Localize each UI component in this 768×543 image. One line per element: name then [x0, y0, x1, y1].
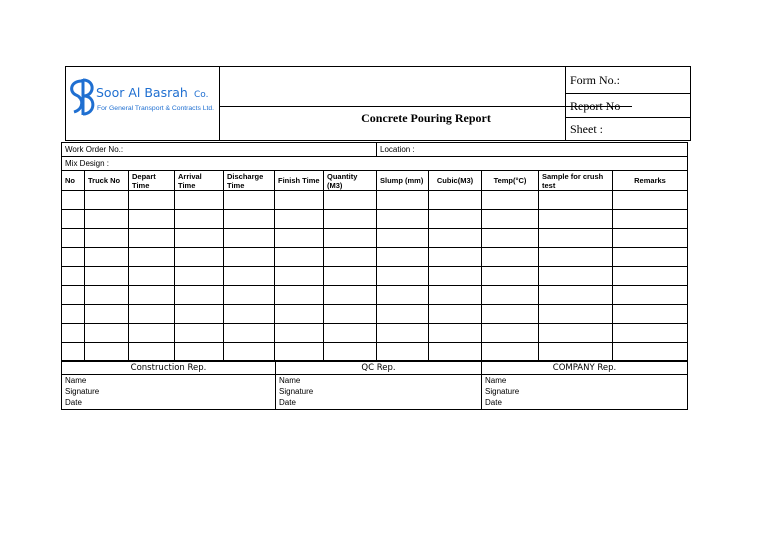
table-cell[interactable] — [275, 343, 324, 362]
table-cell[interactable] — [324, 324, 377, 343]
table-cell[interactable] — [175, 229, 224, 248]
table-row — [62, 267, 688, 286]
table-cell[interactable] — [224, 267, 275, 286]
table-cell[interactable] — [613, 210, 688, 229]
table-cell[interactable] — [175, 305, 224, 324]
table-cell[interactable] — [429, 248, 482, 267]
pour-table-body — [62, 191, 688, 362]
table-cell[interactable] — [129, 324, 175, 343]
table-cell[interactable] — [324, 286, 377, 305]
table-cell[interactable] — [539, 343, 613, 362]
report-no-label: Report No — [566, 94, 690, 118]
construction-signature-field[interactable]: Signature — [62, 386, 276, 398]
table-cell[interactable] — [62, 286, 85, 305]
table-cell[interactable] — [613, 248, 688, 267]
qc-name-field[interactable]: Name — [276, 375, 482, 387]
col-truck-no: Truck No — [85, 171, 129, 191]
table-cell[interactable] — [129, 267, 175, 286]
table-cell[interactable] — [62, 267, 85, 286]
table-cell[interactable] — [377, 267, 429, 286]
location-field[interactable]: Location : — [377, 143, 688, 157]
table-cell[interactable] — [85, 210, 129, 229]
table-cell[interactable] — [275, 267, 324, 286]
table-cell[interactable] — [429, 324, 482, 343]
table-cell[interactable] — [175, 324, 224, 343]
table-cell[interactable] — [482, 343, 539, 362]
table-cell[interactable] — [429, 286, 482, 305]
table-cell[interactable] — [377, 210, 429, 229]
table-cell[interactable] — [224, 343, 275, 362]
table-cell[interactable] — [429, 210, 482, 229]
table-cell[interactable] — [324, 248, 377, 267]
table-row — [62, 191, 688, 210]
table-cell[interactable] — [539, 324, 613, 343]
table-row — [62, 210, 688, 229]
table-cell[interactable] — [377, 324, 429, 343]
table-cell[interactable] — [62, 305, 85, 324]
sb-monogram-icon — [72, 79, 93, 115]
construction-rep-header: Construction Rep. — [62, 361, 276, 375]
col-slump: Slump (mm) — [377, 171, 429, 191]
table-row — [62, 305, 688, 324]
table-cell[interactable] — [429, 191, 482, 210]
table-cell[interactable] — [129, 343, 175, 362]
table-cell[interactable] — [129, 210, 175, 229]
table-cell[interactable] — [482, 229, 539, 248]
table-cell[interactable] — [85, 286, 129, 305]
table-cell[interactable] — [85, 229, 129, 248]
table-cell[interactable] — [482, 248, 539, 267]
col-quantity: Quantity (M3) — [324, 171, 377, 191]
table-cell[interactable] — [613, 343, 688, 362]
col-depart-time: Depart Time — [129, 171, 175, 191]
table-cell[interactable] — [85, 305, 129, 324]
table-row — [62, 286, 688, 305]
signature-table — [61, 360, 688, 410]
table-cell[interactable] — [539, 267, 613, 286]
table-cell[interactable] — [482, 286, 539, 305]
table-cell[interactable] — [62, 324, 85, 343]
table-cell[interactable] — [129, 248, 175, 267]
table-cell[interactable] — [175, 343, 224, 362]
col-temp: Temp(°C) — [482, 171, 539, 191]
table-cell[interactable] — [175, 210, 224, 229]
table-cell[interactable] — [224, 248, 275, 267]
table-cell[interactable] — [175, 248, 224, 267]
table-cell[interactable] — [85, 324, 129, 343]
table-cell[interactable] — [275, 229, 324, 248]
company-name: Soor Al Basrah — [96, 85, 188, 100]
table-cell[interactable] — [613, 324, 688, 343]
company-signature-field[interactable]: Signature — [482, 386, 688, 398]
table-cell[interactable] — [224, 305, 275, 324]
table-cell[interactable] — [539, 248, 613, 267]
table-cell[interactable] — [324, 191, 377, 210]
table-cell[interactable] — [129, 229, 175, 248]
table-cell[interactable] — [377, 229, 429, 248]
company-date-field[interactable]: Date — [482, 398, 688, 410]
sheet-label: Sheet : — [570, 122, 603, 136]
table-cell[interactable] — [429, 343, 482, 362]
table-cell[interactable] — [429, 305, 482, 324]
table-cell[interactable] — [62, 343, 85, 362]
qc-date-field[interactable]: Date — [276, 398, 482, 410]
table-cell[interactable] — [62, 229, 85, 248]
table-cell[interactable] — [85, 267, 129, 286]
work-order-field[interactable]: Work Order No.: — [62, 143, 377, 157]
logo-cell — [66, 67, 220, 140]
table-cell[interactable] — [613, 305, 688, 324]
form-no-label: Form No.: — [566, 67, 690, 94]
company-suffix: Co. — [194, 90, 209, 100]
table-cell[interactable] — [275, 210, 324, 229]
table-cell[interactable] — [482, 191, 539, 210]
company-name-field[interactable]: Name — [482, 375, 688, 387]
table-cell[interactable] — [275, 286, 324, 305]
meta-cell — [565, 67, 690, 140]
table-cell[interactable] — [613, 286, 688, 305]
table-cell[interactable] — [539, 286, 613, 305]
table-cell[interactable] — [224, 229, 275, 248]
pour-table — [61, 170, 688, 362]
table-cell[interactable] — [129, 305, 175, 324]
table-cell[interactable] — [377, 305, 429, 324]
table-cell[interactable] — [377, 248, 429, 267]
table-cell[interactable] — [324, 305, 377, 324]
table-cell[interactable] — [324, 210, 377, 229]
company-tagline: For General Transport & Contracts Ltd. — [97, 105, 214, 112]
table-cell[interactable] — [377, 343, 429, 362]
table-cell[interactable] — [613, 267, 688, 286]
table-cell[interactable] — [377, 286, 429, 305]
table-cell[interactable] — [613, 229, 688, 248]
table-cell[interactable] — [175, 267, 224, 286]
col-finish-time: Finish Time — [275, 171, 324, 191]
table-cell[interactable] — [275, 191, 324, 210]
table-cell[interactable] — [129, 286, 175, 305]
table-cell[interactable] — [224, 324, 275, 343]
table-cell[interactable] — [324, 229, 377, 248]
table-cell[interactable] — [224, 286, 275, 305]
table-row — [62, 229, 688, 248]
table-cell[interactable] — [175, 191, 224, 210]
table-cell[interactable] — [85, 191, 129, 210]
col-sample: Sample for crush test — [539, 171, 613, 191]
mix-design-field[interactable]: Mix Design : — [62, 157, 688, 171]
construction-date-field[interactable]: Date — [62, 398, 276, 410]
col-remarks: Remarks — [613, 171, 688, 191]
table-cell[interactable] — [539, 305, 613, 324]
table-cell[interactable] — [377, 191, 429, 210]
table-cell[interactable] — [275, 324, 324, 343]
info-table — [61, 142, 688, 171]
report-title: Concrete Pouring Report — [361, 111, 491, 125]
table-cell[interactable] — [429, 229, 482, 248]
table-cell[interactable] — [613, 191, 688, 210]
table-cell[interactable] — [482, 267, 539, 286]
col-cubic: Cubic(M3) — [429, 171, 482, 191]
table-cell[interactable] — [539, 191, 613, 210]
table-cell[interactable] — [224, 191, 275, 210]
table-row — [62, 248, 688, 267]
table-cell[interactable] — [85, 343, 129, 362]
table-cell[interactable] — [539, 210, 613, 229]
report-header — [65, 66, 691, 141]
col-no: No — [62, 171, 85, 191]
table-cell[interactable] — [62, 210, 85, 229]
table-cell[interactable] — [175, 286, 224, 305]
table-cell[interactable] — [85, 248, 129, 267]
col-arrival-time: Arrival Time — [175, 171, 224, 191]
table-cell[interactable] — [482, 324, 539, 343]
table-cell[interactable] — [324, 343, 377, 362]
table-cell[interactable] — [62, 191, 85, 210]
company-logo — [66, 67, 220, 140]
table-cell[interactable] — [62, 248, 85, 267]
company-rep-header: COMPANY Rep. — [482, 361, 688, 375]
table-cell[interactable] — [275, 248, 324, 267]
table-cell[interactable] — [129, 191, 175, 210]
table-cell[interactable] — [482, 210, 539, 229]
col-discharge-time: Discharge Time — [224, 171, 275, 191]
table-cell[interactable] — [539, 229, 613, 248]
qc-signature-field[interactable]: Signature — [276, 386, 482, 398]
table-cell[interactable] — [324, 267, 377, 286]
table-row — [62, 343, 688, 362]
construction-name-field[interactable]: Name — [62, 375, 276, 387]
table-cell[interactable] — [224, 210, 275, 229]
table-cell[interactable] — [482, 305, 539, 324]
table-cell[interactable] — [275, 305, 324, 324]
qc-rep-header: QC Rep. — [276, 361, 482, 375]
table-cell[interactable] — [429, 267, 482, 286]
table-row — [62, 324, 688, 343]
